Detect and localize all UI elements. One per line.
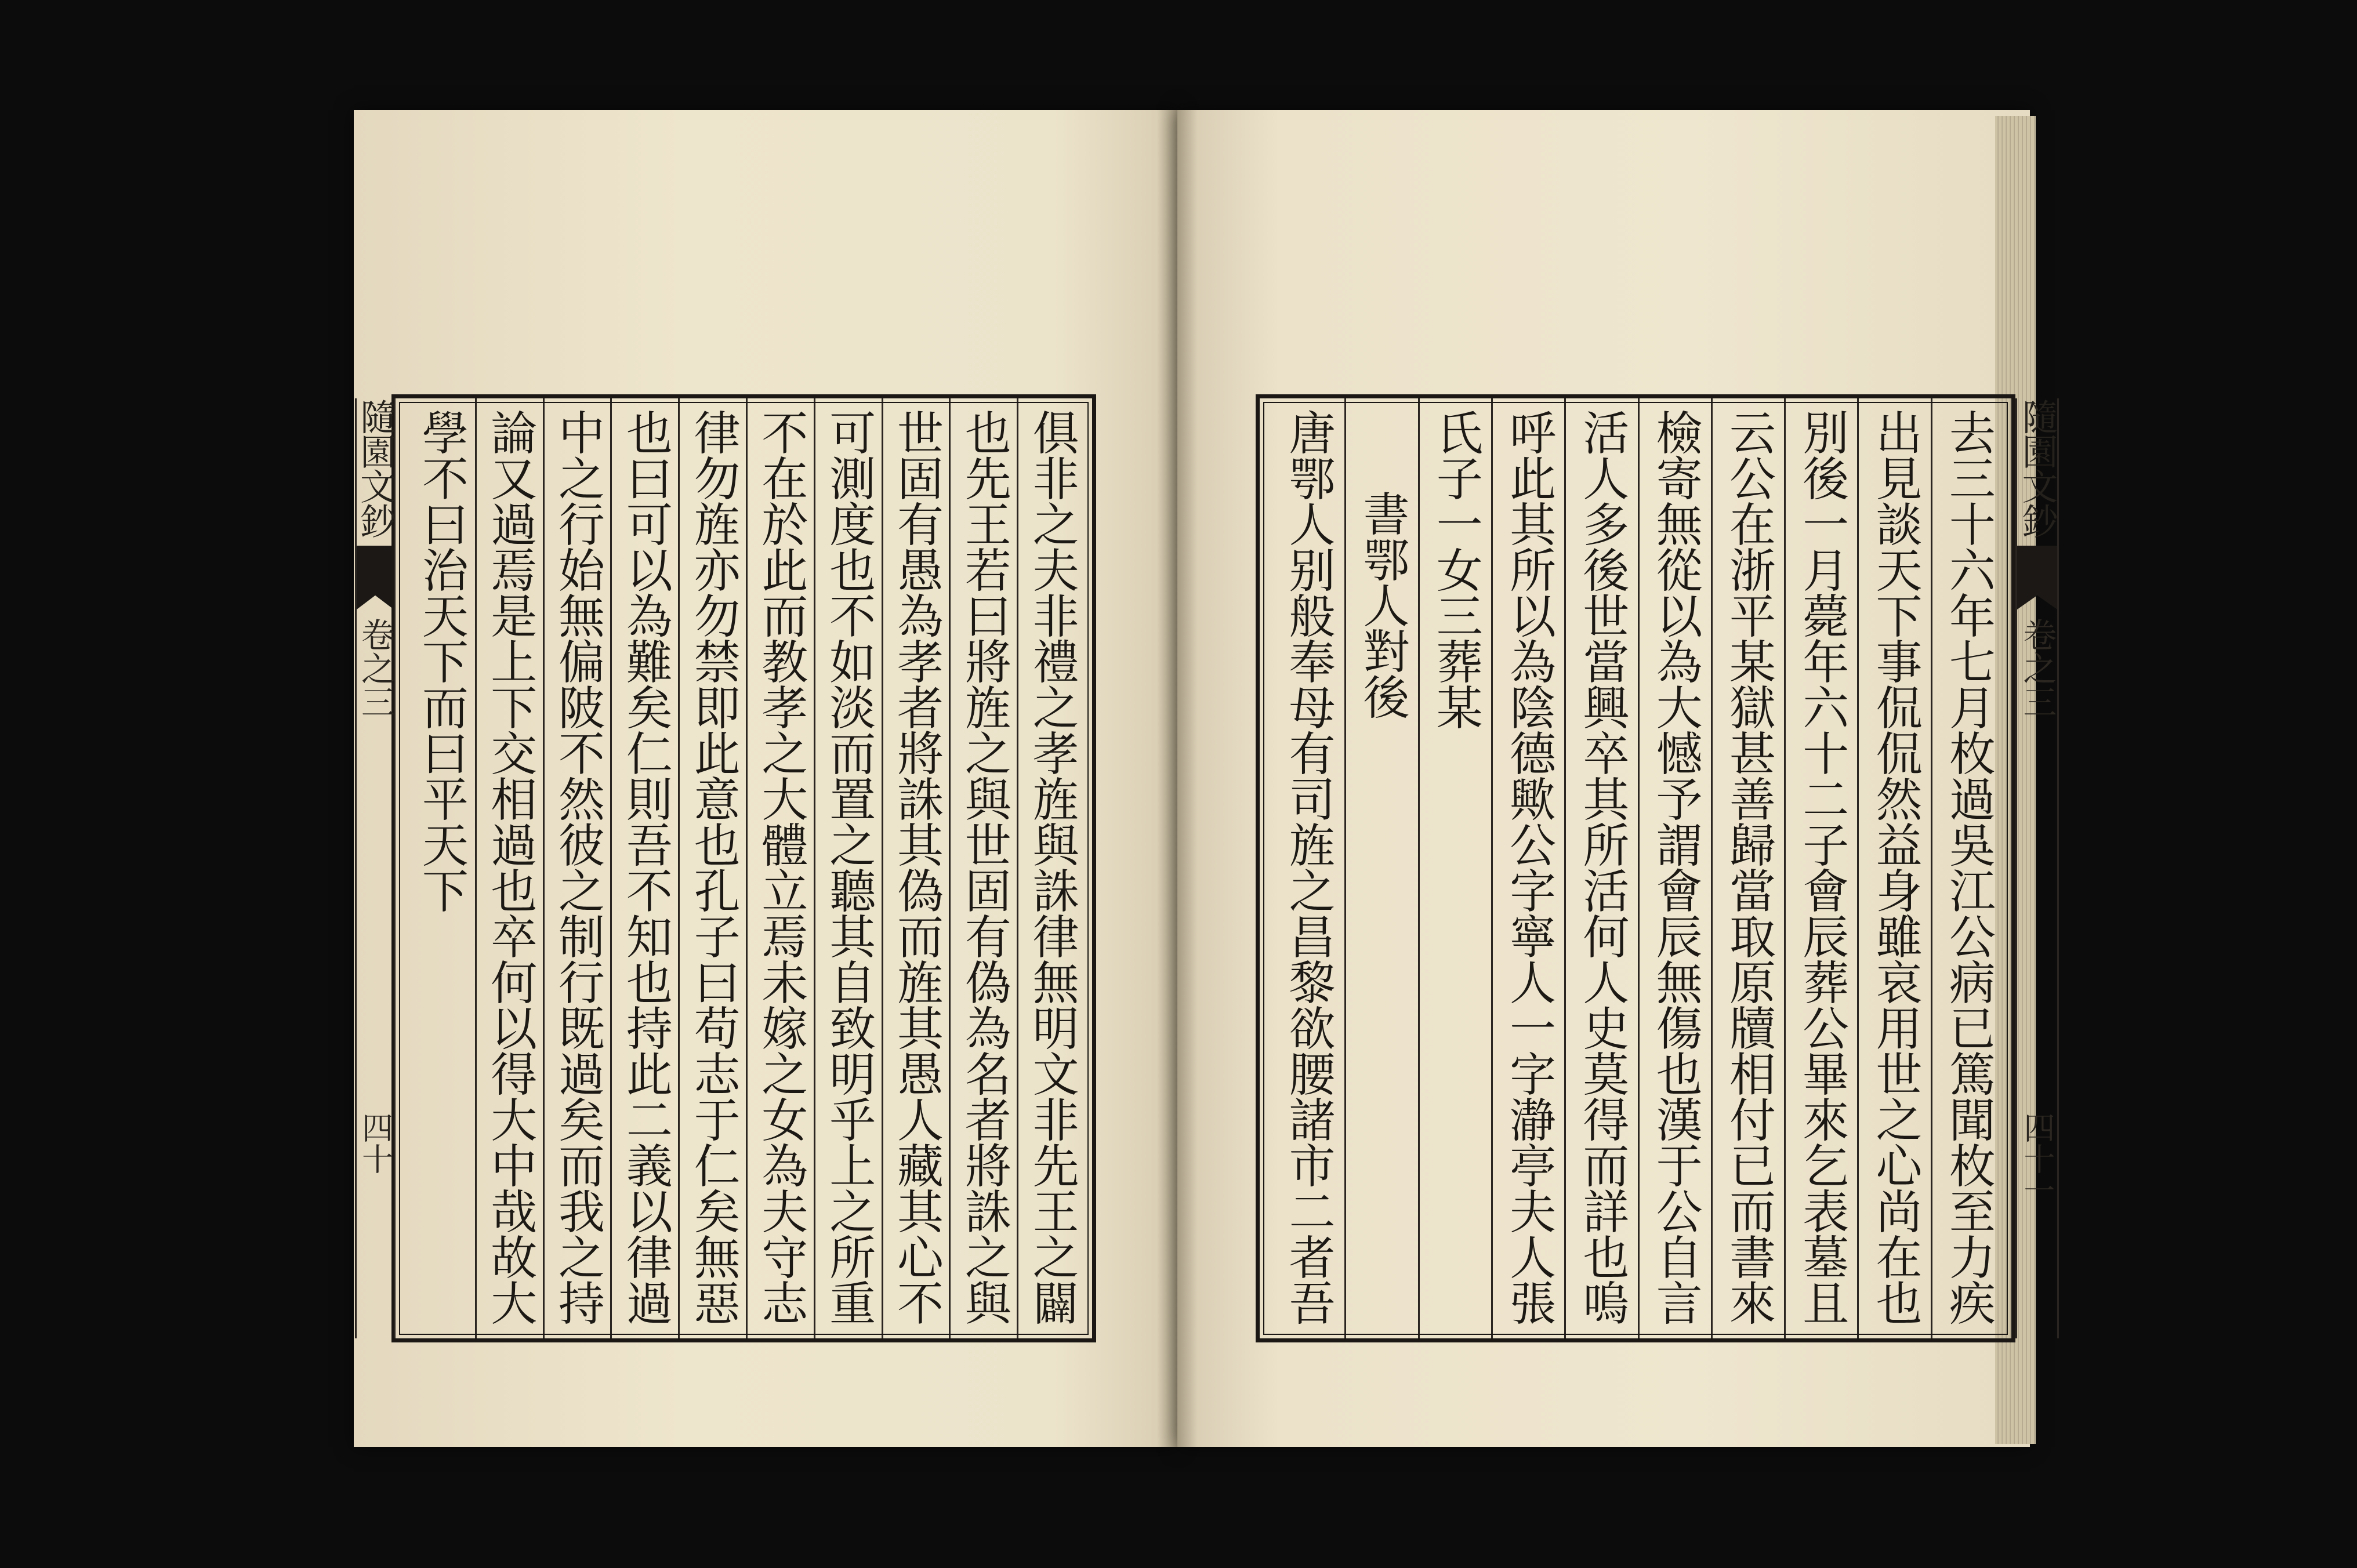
text-column [407, 398, 475, 1338]
text-column [1711, 398, 1784, 1338]
column-text: 別後一月薨年六十二子會辰葬公畢來乞表墓且 [1794, 409, 1849, 1325]
column-text: 去三十六年七月枚過吳江公病已篤聞枚至力疾 [1941, 409, 1996, 1325]
column-text: 活人多後世當興卒其所活何人史莫得而詳也嗚 [1575, 409, 1629, 1325]
column-text: 不在於此而教孝之大體立焉未嫁之女為夫守志 [753, 409, 808, 1325]
text-column [1931, 398, 2004, 1338]
left-text-frame [354, 394, 1096, 1342]
text-column [1418, 398, 1491, 1338]
column-text: 呼此其所以為陰德歟公字寧人一字瀞亭夫人張 [1502, 409, 1556, 1325]
text-column [1271, 398, 1344, 1338]
text-column [882, 398, 949, 1338]
folio-number: 四十 [357, 1112, 394, 1174]
right-block-center [2015, 398, 2059, 1338]
text-column [1857, 398, 1930, 1338]
text-column [1017, 398, 1085, 1338]
column-text: 世固有愚為孝者將誅其偽而旌其愚人藏其心不 [889, 409, 944, 1325]
fishtail-ornament [357, 546, 394, 609]
text-column [1491, 398, 1564, 1338]
column-text: 中之行始無偏陂不然彼之制行既過矣而我之持 [550, 409, 605, 1325]
left-text-columns [407, 398, 1085, 1338]
column-text: 俱非之夫非禮之孝旌與誅律無明文非先王之闢 [1025, 409, 1079, 1325]
left-block-center [355, 398, 396, 1338]
column-text: 論又過焉是上下交相過也卒何以得大中哉故大 [483, 409, 537, 1325]
text-column [1564, 398, 1637, 1338]
text-column [475, 398, 543, 1338]
book-title: 隨園文鈔 [354, 398, 397, 538]
column-text: 可測度也不如淡而置之聽其自致明乎上之所重 [821, 409, 876, 1325]
text-column [746, 398, 814, 1338]
fishtail-ornament [2017, 546, 2057, 609]
essay-title-column [1344, 398, 1417, 1338]
column-text: 云公在浙平某獄甚善歸當取原牘相付已而書來 [1721, 409, 1776, 1325]
text-column [1638, 398, 1711, 1338]
text-column [543, 398, 611, 1338]
text-column [1784, 398, 1857, 1338]
volume-number: 卷之三 [2017, 618, 2057, 718]
column-text: 唐鄂人别般奉母有司旌之昌黎欲腰諸市二者吾 [1281, 409, 1336, 1325]
essay-title: 書鄂人對後 [1355, 490, 1409, 719]
text-column [814, 398, 882, 1338]
column-text: 律勿旌亦勿禁即此意也孔子曰苟志于仁矣無惡 [686, 409, 741, 1325]
column-text: 出見談天下事侃侃然益身雖哀用世之心尚在也 [1868, 409, 1923, 1325]
column-text: 氏子一女三葬某 [1428, 409, 1483, 729]
book-title: 隨園文鈔 [2016, 398, 2058, 538]
text-column [610, 398, 678, 1338]
column-text: 檢寄無從以為大憾予謂會辰無傷也漢于公自言 [1648, 409, 1703, 1325]
right-text-frame [1256, 394, 2058, 1342]
column-text: 學不曰治天下而曰平天下 [414, 409, 469, 913]
column-text: 也曰可以為難矣仁則吾不知也持此二義以律過 [618, 409, 673, 1325]
book-gutter [1157, 110, 1198, 1447]
right-text-columns [1271, 398, 2004, 1338]
folio-number: 四十一 [2019, 1112, 2055, 1206]
volume-number: 卷之三 [356, 618, 395, 718]
text-column [949, 398, 1017, 1338]
text-column [678, 398, 746, 1338]
column-text: 也先王若曰將旌之與世固有偽為名者將誅之與 [957, 409, 1011, 1325]
